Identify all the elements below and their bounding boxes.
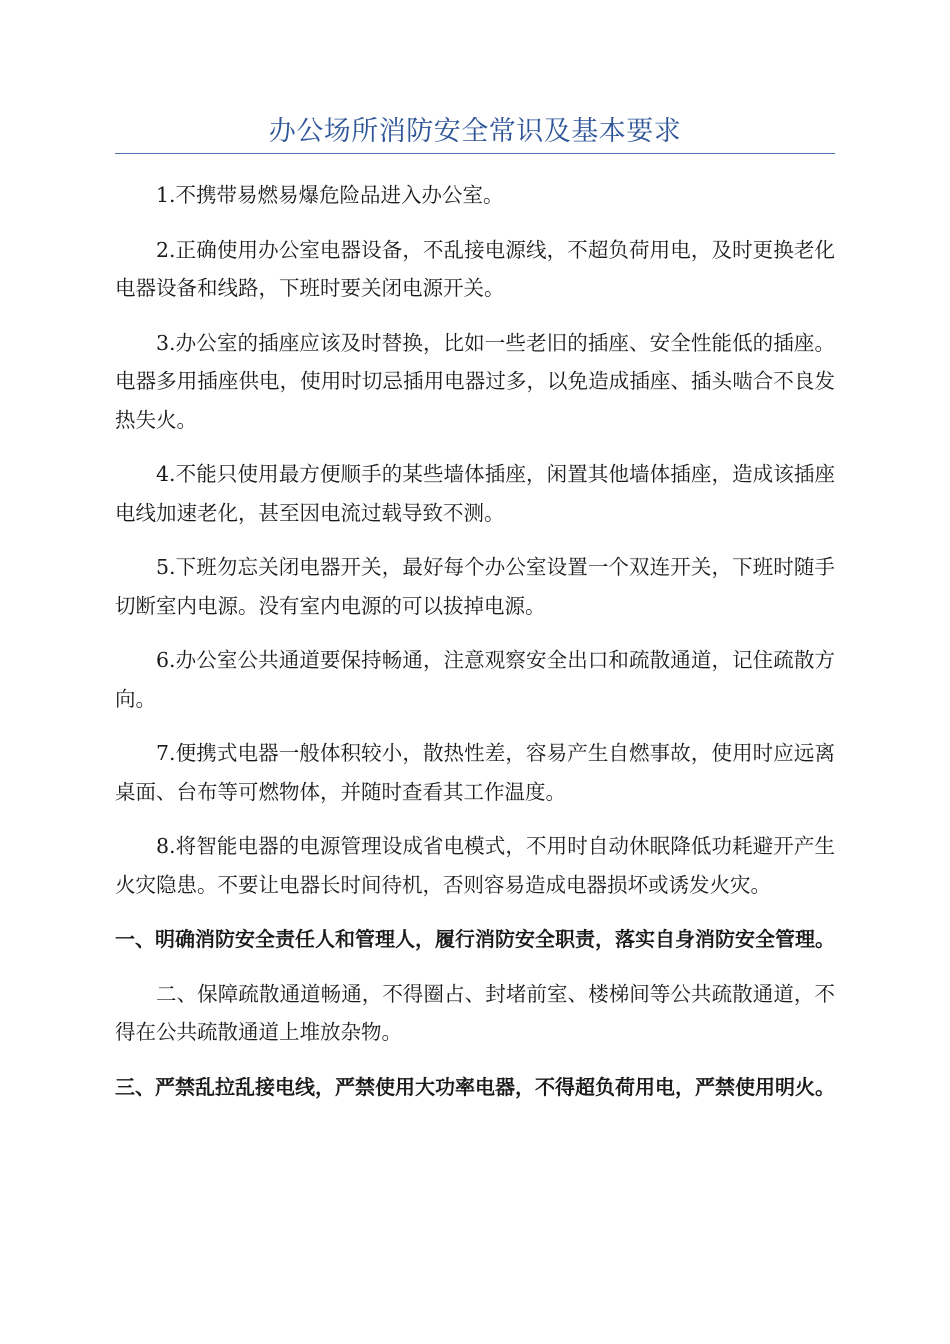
paragraph-8: 8.将智能电器的电源管理设成省电模式，不用时自动休眠降低功耗避开产生火灾隐患。不要让电器长时间待机，否则容易造成电器损坏或诱发火灾。	[115, 834, 835, 897]
document-body	[115, 176, 835, 1122]
paragraph-1: 1.不携带易燃易爆危险品进入办公室。	[156, 183, 504, 207]
paragraph-5: 5.下班勿忘关闭电器开关，最好每个办公室设置一个双连开关，下班时随手切断室内电源。没有室内电源的可以拔掉电源。	[115, 555, 835, 618]
paragraph-7: 7.便携式电器一般体积较小，散热性差，容易产生自燃事故，使用时应远离桌面、台布等可燃物体，并随时查看其工作温度。	[115, 741, 835, 804]
paragraph-section-2: 二、保障疏散通道畅通，不得圈占、封堵前室、楼梯间等公共疏散通道，不得在公共疏散通道上堆放杂物。	[115, 981, 835, 1044]
title-underline	[115, 153, 835, 154]
paragraph-3: 3.办公室的插座应该及时替换，比如一些老旧的插座、安全性能低的插座。电器多用插座供电，使用时切忌插用电器过多，以免造成插座、插头啮合不良发热失火。	[115, 330, 835, 432]
document-title: 办公场所消防安全常识及基本要求	[268, 116, 682, 147]
paragraph-4: 4.不能只使用最方便顺手的某些墙体插座，闲置其他墙体插座，造成该插座电线加速老化，甚至因电流过载导致不测。	[115, 462, 835, 525]
paragraph-2: 2.正确使用办公室电器设备，不乱接电源线，不超负荷用电，及时更换老化电器设备和线路，下班时要关闭电源开关。	[115, 237, 835, 300]
heading-section-3: 三、严禁乱拉乱接电线，严禁使用大功率电器，不得超负荷用电，严禁使用明火。	[115, 1074, 835, 1099]
heading-section-1: 一、明确消防安全责任人和管理人，履行消防安全职责，落实自身消防安全管理。	[115, 927, 835, 951]
paragraph-6: 6.办公室公共通道要保持畅通，注意观察安全出口和疏散通道，记住疏散方向。	[115, 648, 835, 711]
